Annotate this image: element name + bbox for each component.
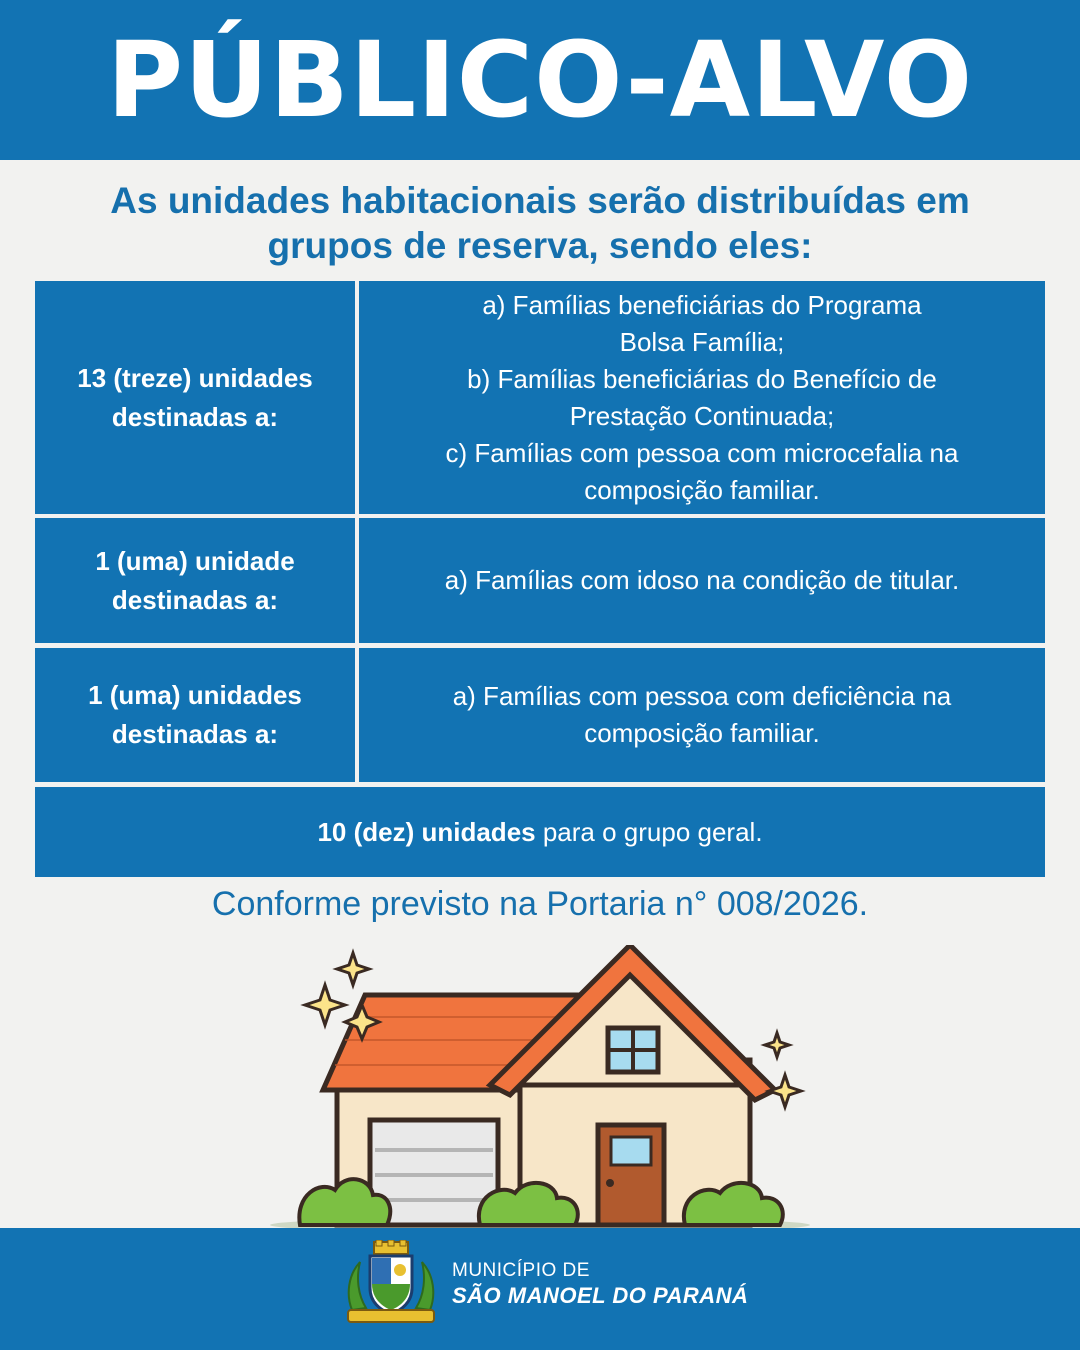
group-count-line: destinadas a:	[111, 584, 279, 615]
group-count-line: 13 (treze) unidades	[77, 362, 313, 393]
group-count-cell	[35, 648, 355, 782]
crest-icon	[342, 1240, 440, 1326]
criteria-line: Prestação Continuada;	[569, 400, 835, 431]
footer-label: MUNICÍPIO DE	[452, 1260, 590, 1281]
portaria-footnote: Conforme previsto na Portaria n° 008/2026.	[211, 885, 869, 923]
criteria-line: composição familiar.	[584, 474, 820, 505]
page-title: PÚBLICO-ALVO	[106, 19, 974, 141]
footer-municipality-name: SÃO MANOEL DO PARANÁ	[452, 1283, 749, 1308]
group-criteria-cell	[359, 648, 1045, 782]
intro-line: grupos de reserva, sendo eles:	[267, 225, 813, 266]
criteria-line: c) Famílias com pessoa com microcefalia na	[445, 437, 959, 468]
criteria-line: a) Famílias com pessoa com deficiência na	[452, 681, 952, 711]
table-row	[35, 648, 1045, 782]
house-icon	[265, 945, 815, 1235]
group-count-cell	[35, 281, 355, 514]
general-group-text: para o grupo geral.	[535, 816, 763, 847]
title-banner	[0, 0, 1080, 160]
group-count-cell	[35, 518, 355, 643]
intro-text	[40, 178, 1040, 268]
table-row	[35, 787, 1045, 877]
criteria-line: b) Famílias beneficiárias do Benefício de	[467, 363, 937, 394]
group-count-line: destinadas a:	[111, 719, 279, 749]
table-row	[35, 281, 1045, 514]
table-row	[35, 518, 1045, 643]
group-criteria-cell	[359, 518, 1045, 643]
group-count-line: 1 (uma) unidade	[95, 545, 295, 576]
general-group-cell	[35, 787, 1045, 877]
criteria-line: a) Famílias com idoso na condição de titular.	[444, 565, 960, 595]
general-group-count: 10 (dez) unidades	[317, 816, 536, 847]
group-count-line: destinadas a:	[111, 401, 279, 432]
group-count-line: 1 (uma) unidades	[88, 680, 302, 710]
group-criteria-cell	[359, 281, 1045, 514]
intro-line: As unidades habitacionais serão distribuídas em	[110, 180, 970, 221]
criteria-line: a) Famílias beneficiárias do Programa	[482, 289, 922, 320]
criteria-line: Bolsa Família;	[619, 326, 785, 357]
criteria-line: composição familiar.	[584, 718, 820, 748]
